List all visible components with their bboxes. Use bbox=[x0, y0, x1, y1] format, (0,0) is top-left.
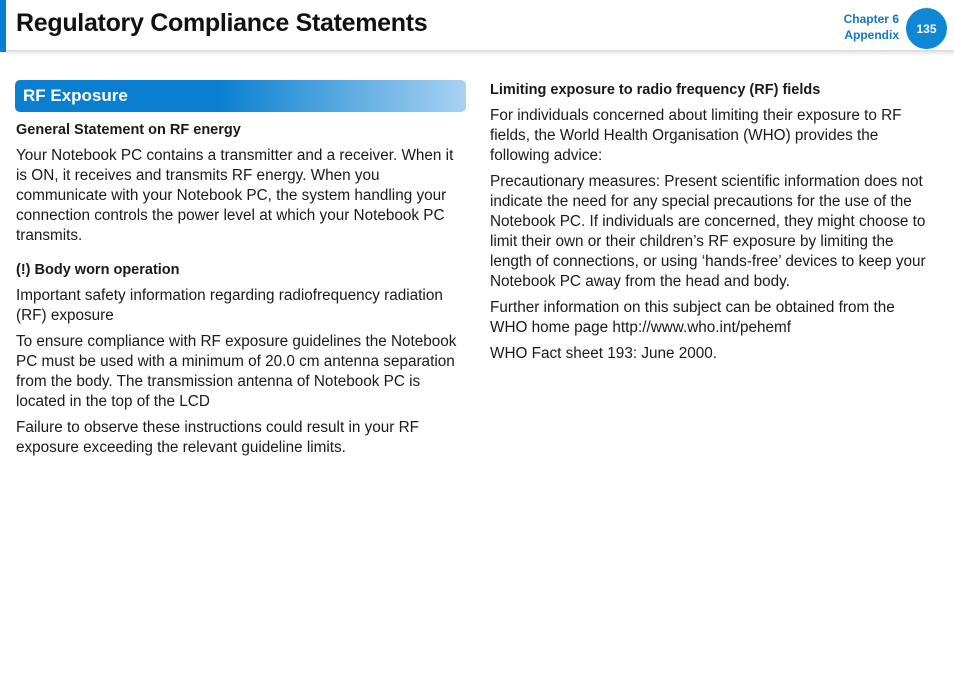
section-label: Appendix bbox=[844, 28, 899, 42]
page-number-badge: 135 bbox=[906, 8, 947, 49]
right-column bbox=[490, 80, 935, 370]
paragraph-general-statement: Your Notebook PC contains a transmitter and a receiver. When it is ON, it receives and transmits RF energy. When you communicate with your Notebook PC, the system handling your connection controls the power level at which your Notebook PC transmits. bbox=[16, 147, 454, 244]
left-column bbox=[16, 80, 466, 464]
heading-body-worn: (!) Body worn operation bbox=[16, 262, 180, 278]
chapter-label: Chapter 6 bbox=[843, 12, 899, 26]
heading-general-statement: General Statement on RF energy bbox=[16, 122, 241, 138]
paragraph-fact-sheet: WHO Fact sheet 193: June 2000. bbox=[490, 345, 718, 362]
header-divider bbox=[6, 50, 954, 56]
page-title: Regulatory Compliance Statements bbox=[16, 9, 428, 37]
paragraph-safety-info: Important safety information regarding radiofrequency radiation (RF) exposure bbox=[16, 287, 443, 324]
header-accent-bar bbox=[0, 0, 6, 52]
paragraph-who-advice: For individuals concerned about limiting their exposure to RF fields, the World Health Organisation (WHO) provides the following advice: bbox=[490, 107, 902, 164]
paragraph-further-info: Further information on this subject can be obtained from the WHO home page http://www.who.int/pehemf bbox=[490, 299, 895, 336]
heading-limiting-exposure: Limiting exposure to radio frequency (RF) fields bbox=[490, 82, 821, 98]
section-title-bar: RF Exposure bbox=[15, 80, 466, 112]
paragraph-compliance: To ensure compliance with RF exposure guidelines the Notebook PC must be used with a minimum of 20.0 cm antenna separation from the body. The transmission antenna of Notebook PC is located in the top of the LCD bbox=[16, 333, 457, 410]
chapter-info bbox=[844, 11, 899, 43]
paragraph-precautionary: Precautionary measures: Present scientific information does not indicate the need for any special precautions for the use of the Notebook PC. If individuals are concerned, they might choose to limit their own or their children’s RF exposure by limiting the length of connections, or using ‘hands-free’ devices to keep your Notebook PC away from the head and body. bbox=[490, 173, 926, 290]
paragraph-failure: Failure to observe these instructions could result in your RF exposure exceeding the relevant guideline limits. bbox=[16, 419, 419, 456]
